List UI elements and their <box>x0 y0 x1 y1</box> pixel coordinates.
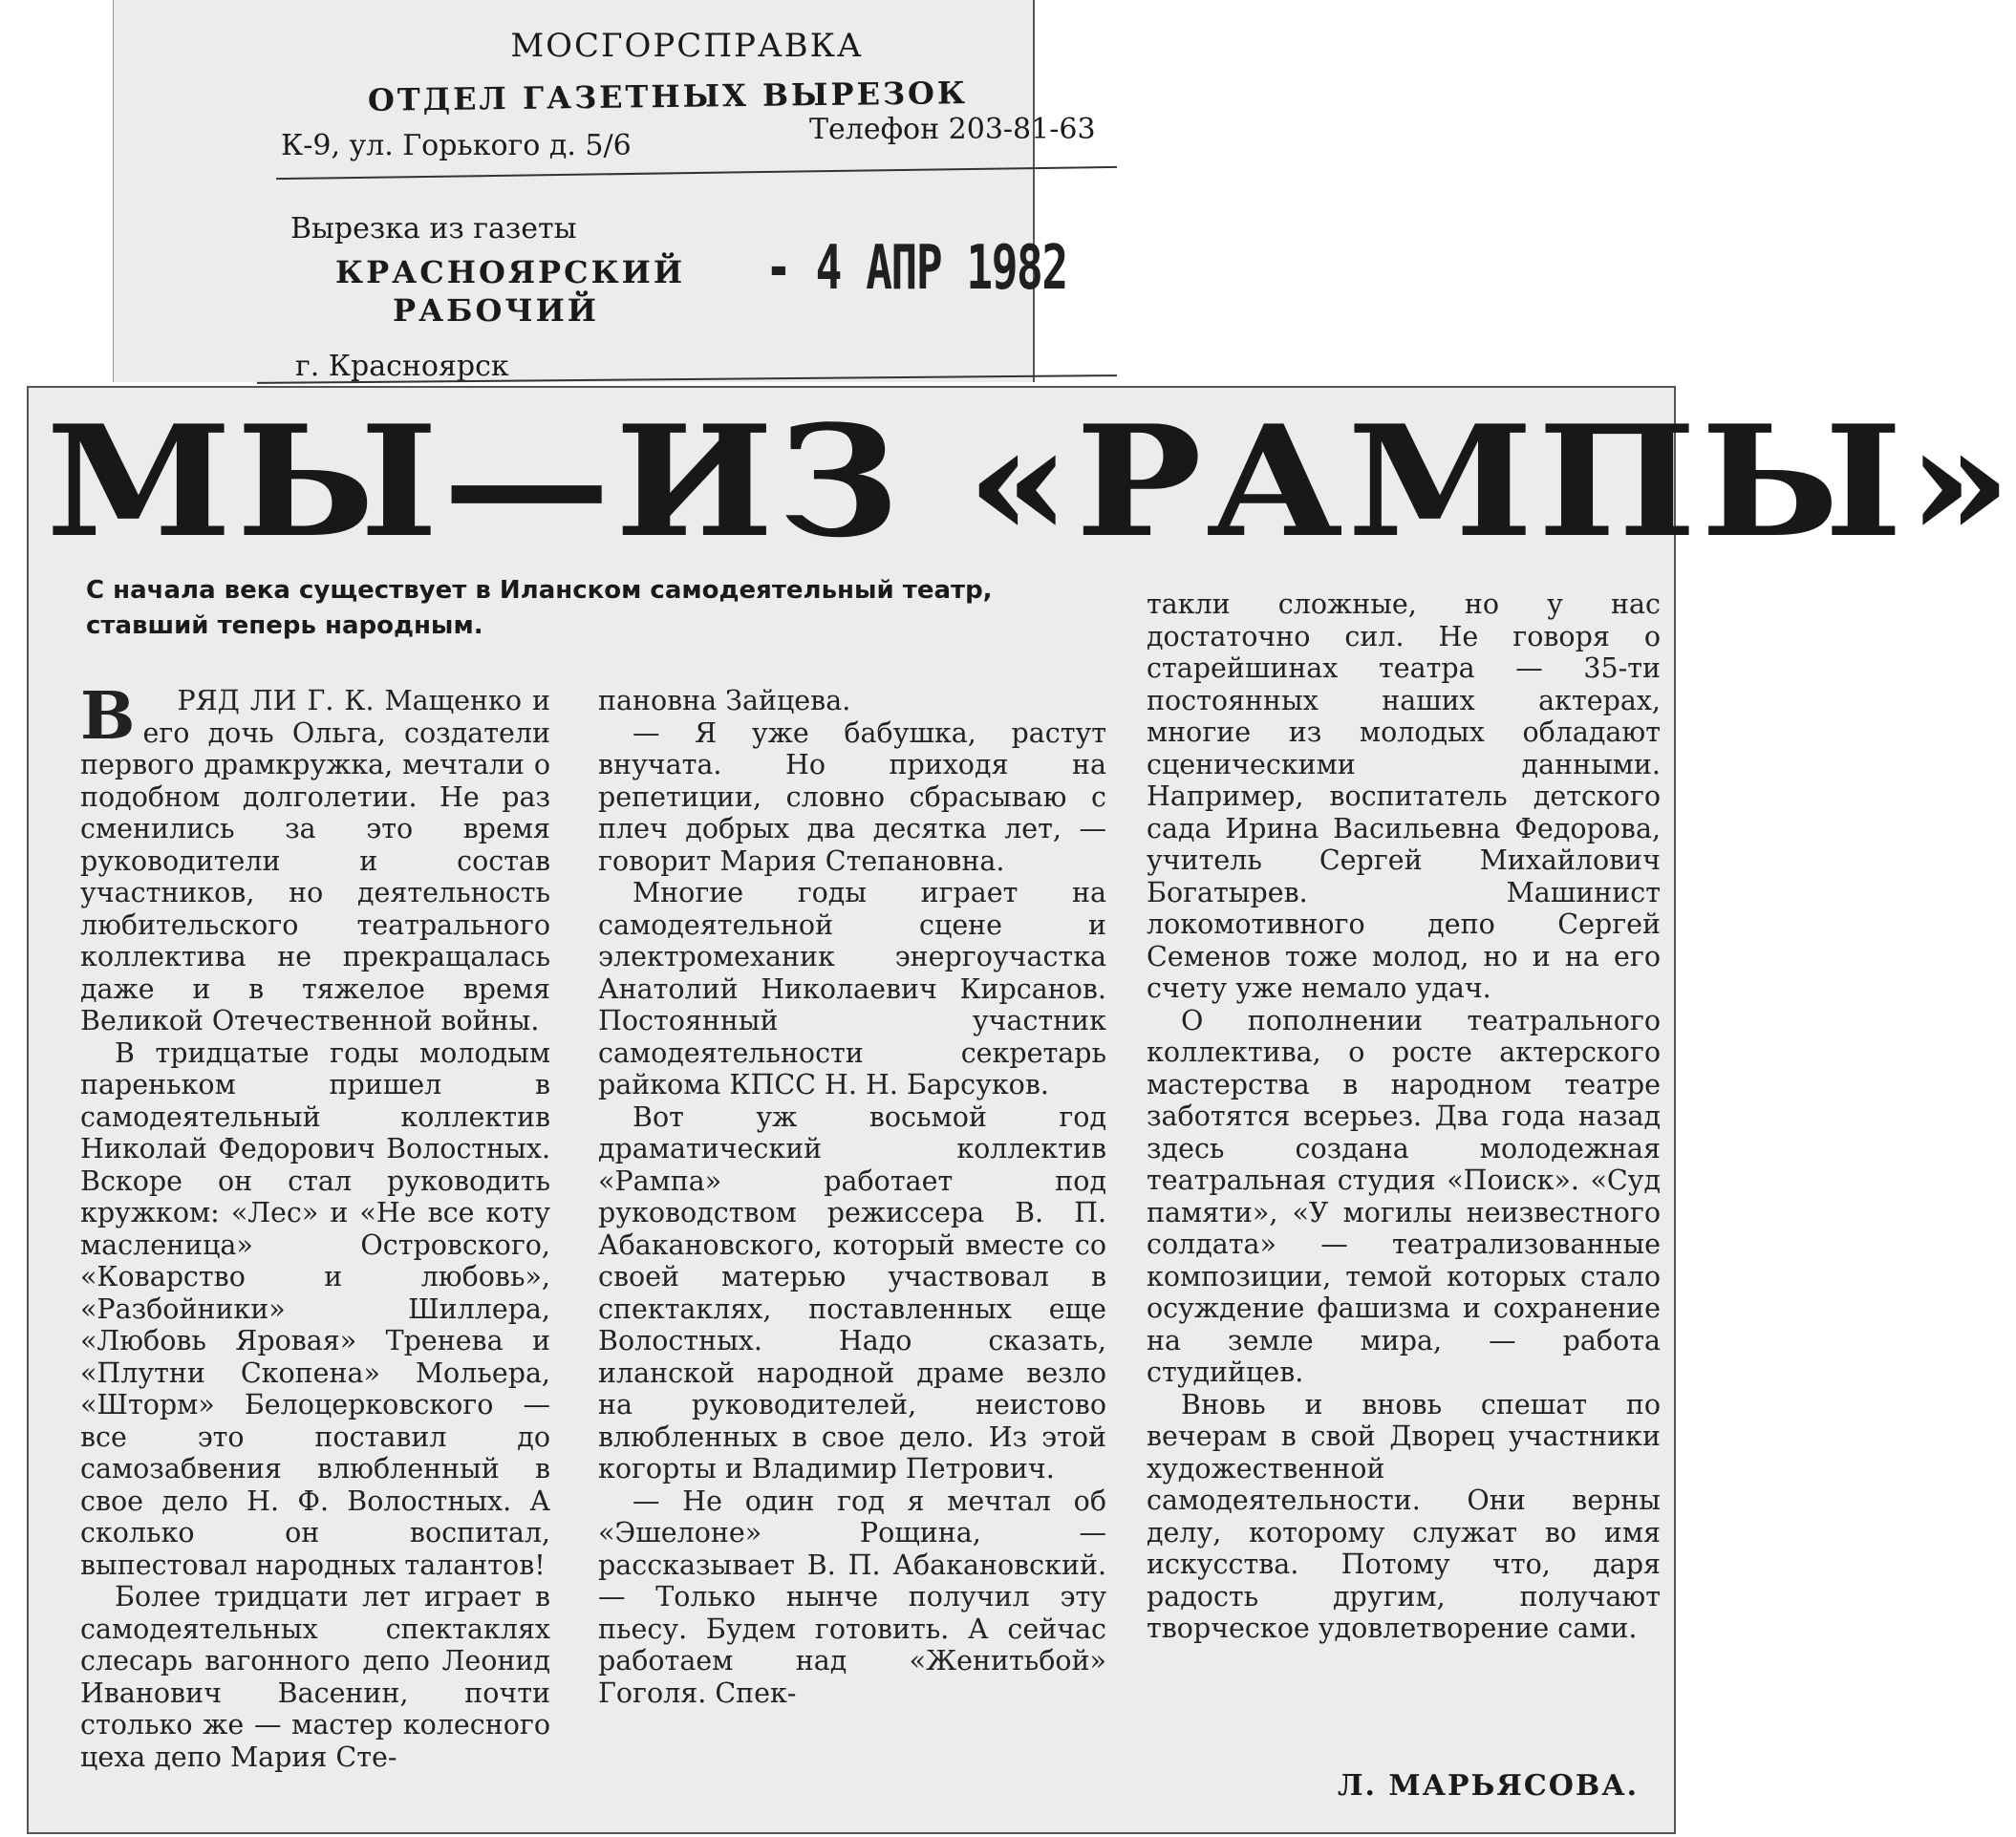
article-headline: МЫ—ИЗ «РАМПЫ» <box>46 392 2016 571</box>
stamp-date: - 4 АПР 1982 <box>765 233 1067 304</box>
drop-cap: В <box>80 678 136 755</box>
paragraph: В тридцатые годы молодым пареньком пришел в самодеятельный коллектив Николай Федорович Волостных. Вскоре он стал руководить кружком: «Лес» и «Не все коту масленица» Островского, «Коварство и любовь», «Разбойники» Шиллера, «Любовь Яровая» Тренева и «Плутни Скопена» Мольера, «Шторм» Белоцерковского — все это поставил до самозабвения влюбленный в свое дело Н. Ф. Волостных. А сколько он воспитал, выпестовал народных талантов! <box>80 1036 550 1581</box>
stamp-city: г. Красноярск <box>295 350 509 383</box>
paragraph: Вновь и вновь спешат по вечерам в свой Дворец участники художественной самодеятельности. Они верны делу, которому служат во имя искусства. Потому что, даря радость другим, получают творческое удовлетворение сами. <box>1147 1388 1661 1644</box>
stamp-clipping-label: Вырезка из газеты <box>290 212 577 246</box>
article-column-1 <box>80 678 550 1773</box>
paragraph: Многие годы играет на самодеятельной сцене и электромеханик энергоучастка Анатолий Николаевич Кирсанов. Постоянный участник самодеятельности секретарь райкома КПСС Н. Н. Барсуков. <box>598 877 1106 1100</box>
stamp-address: К-9, ул. Горького д. 5/6 <box>281 129 632 162</box>
paragraph: Вот уж восьмой год драматический коллектив «Рампа» работает под руководством режиссера В. П. Абакановского, который вместе со своей матерью участвовал в спектаклях, поставленных еще Волостных. Надо сказать, иланской народной драме везло на руководителей, неистово влюбленных в свое дело. Из этой когорты и Владимир Петрович. <box>598 1100 1106 1485</box>
paragraph: В РЯД ЛИ Г. К. Мащенко и его дочь Ольга, создатели первого драмкружка, мечтали о подобном долголетии. Не раз сменились за это время руководители и состав участников, но деятельность любительского театрального коллектива не прекращалась даже и в тяжелое время Великой Отечественной войны. <box>80 685 550 1037</box>
article-column-3 <box>1147 588 1661 1645</box>
stamp-newspaper-name-2: РАБОЧИЙ <box>393 292 600 329</box>
stamp-department: ОТДЕЛ ГАЗЕТНЫХ ВЫРЕЗОК <box>367 75 969 118</box>
author-signature: Л. МАРЬЯСОВА. <box>1338 1769 1640 1803</box>
paragraph: — Я уже бабушка, растут внучата. Но приходя на репетиции, словно сбрасываю с плеч добрых два десятка лет, — говорит Мария Степановна. <box>598 716 1106 877</box>
article-column-2 <box>598 685 1106 1709</box>
paragraph: такли сложные, но у нас достаточно сил. Не говоря о старейшинах театра — 35-ти постоянных наших актерах, многие из молодых обладают сценическими данными. Например, воспитатель детского сада Ирина Васильевна Федорова, учитель Сергей Михайлович Богатырев. Машинист локомотивного депо Сергей Семенов тоже молод, но и на его счету уже немало удач. <box>1147 588 1661 1004</box>
stamp-newspaper-name: КРАСНОЯРСКИЙ <box>335 254 686 290</box>
stamp-organization: МОСГОРСПРАВКА <box>510 27 864 65</box>
paragraph: О пополнении театрального коллектива, о росте актерского мастерства в народном театре заботятся всерьез. Два года назад здесь создана молодежная театральная студия «Поиск». «Суд памяти», «У могилы неизвестного солдата» — театрализованные композиции, темой которых стало осуждение фашизма и сохранение на земле мира, — работа студийцев. <box>1147 1004 1661 1388</box>
stamp-divider <box>276 166 1117 180</box>
stamp-phone: Телефон 203-81-63 <box>809 113 1096 146</box>
paragraph: пановна Зайцева. <box>598 685 851 716</box>
paragraph: Более тридцати лет играет в самодеятельных спектаклях слесарь вагонного депо Леонид Иванович Васенин, почти столько же — мастер колесного цеха депо Мария Сте- <box>80 1581 550 1773</box>
clipping-service-stamp <box>113 0 1096 383</box>
paragraph: — Не один год я мечтал об «Эшелоне» Рощина, — рассказывает В. П. Абакановский. — Только нынче получил эту пьесу. Будем готовить. А сейчас работаем над «Женитьбой» Гоголя. Спек- <box>598 1485 1106 1709</box>
article-lead: С начала века существует в Иланском самодеятельный театр, ставший теперь народным. <box>86 576 993 640</box>
